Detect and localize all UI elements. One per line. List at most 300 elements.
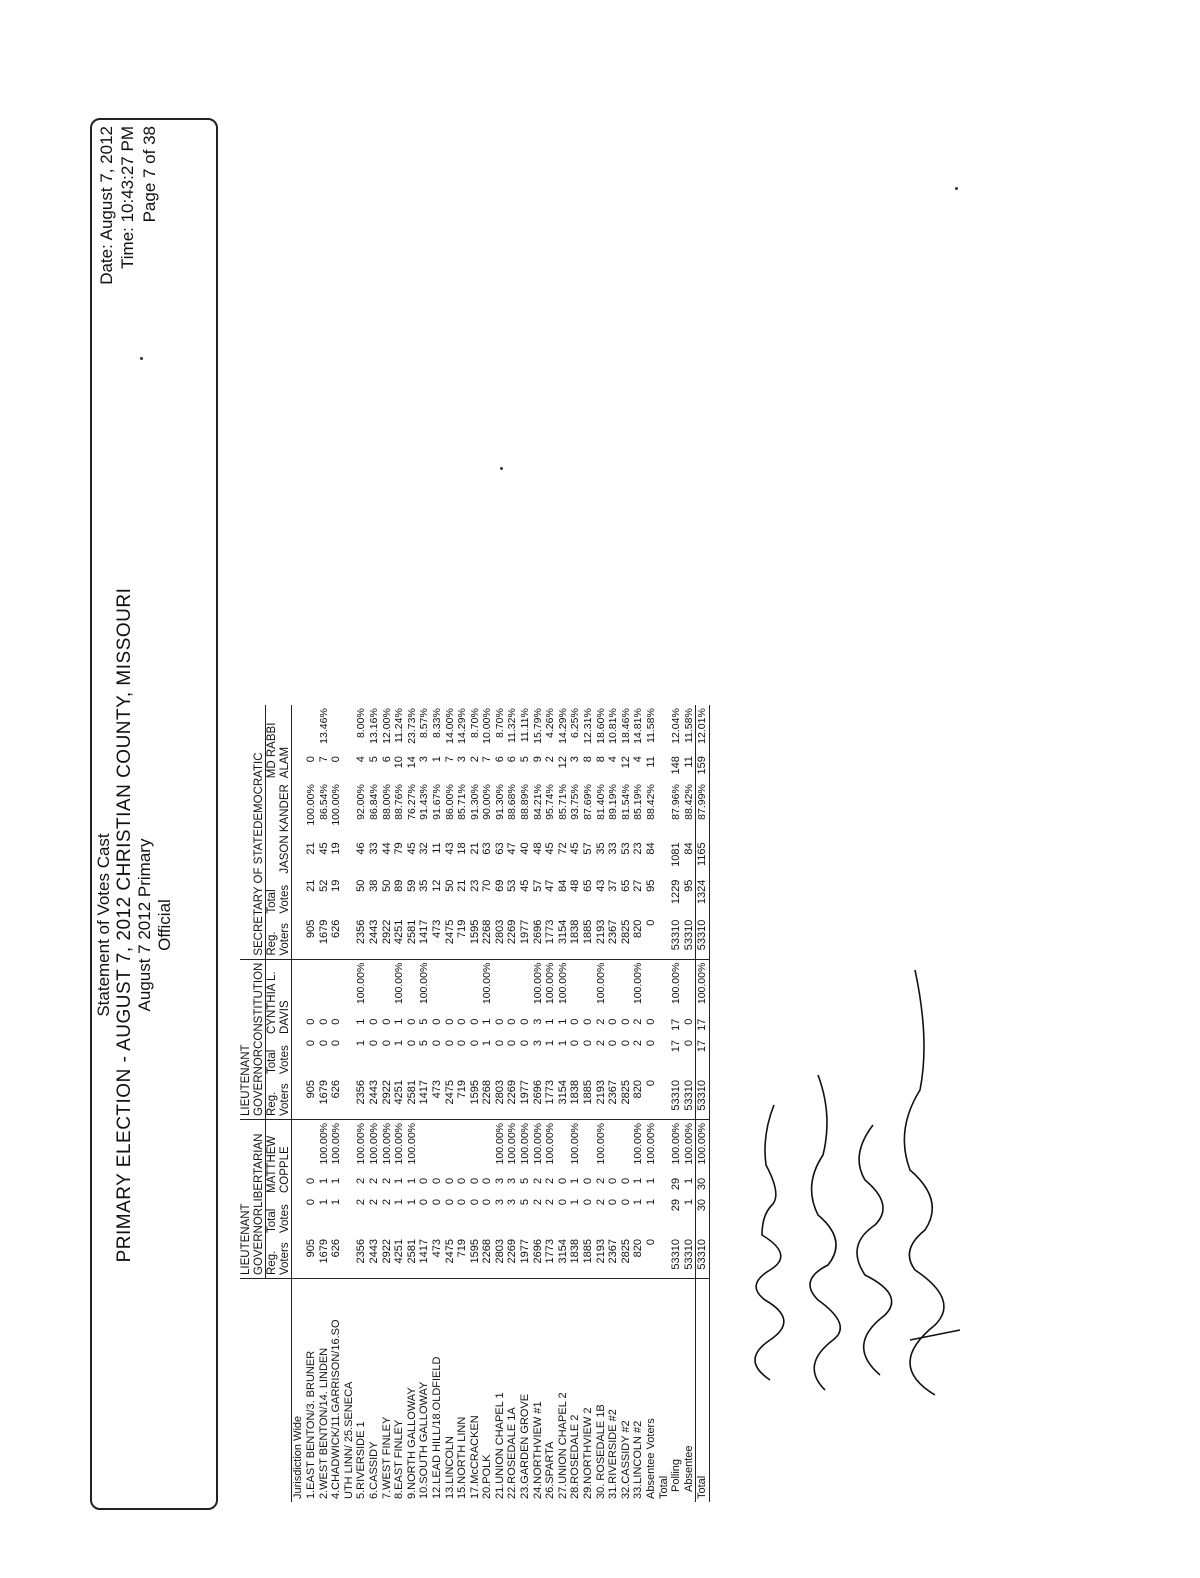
cell-value: 91.30% — [468, 784, 481, 820]
cell-value: 0 — [619, 1040, 632, 1047]
cell-value: 1885 — [582, 1236, 595, 1279]
cell-value: 8.00% — [355, 708, 368, 738]
jurisdiction-name: 8.EAST FINLEY — [393, 1419, 406, 1499]
cell-value: 1 — [569, 1177, 582, 1185]
votes-table — [240, 705, 710, 1502]
cell-value: 12 — [619, 756, 632, 769]
cell-value: 1165 — [696, 839, 710, 876]
cell-value — [519, 959, 532, 1015]
cell-value: 3154 — [557, 1077, 570, 1120]
cell-value: 2 — [367, 1177, 380, 1185]
cell-value: 53 — [506, 879, 519, 892]
table-row — [456, 705, 469, 1502]
cell-value: 2922 — [381, 1236, 394, 1279]
cell-value: 8.33% — [430, 708, 443, 738]
cell-value: 8.57% — [418, 708, 431, 738]
cell-value: 1977 — [519, 1236, 532, 1279]
table-row — [418, 705, 431, 1502]
cell-value: 14 — [405, 756, 418, 769]
cell-value — [418, 1120, 431, 1175]
cell-value: 2803 — [494, 1077, 507, 1120]
cell-value: 1 — [544, 1018, 557, 1025]
cell-value: 100.00% — [632, 1123, 645, 1165]
jurisdiction-name: 17.McCRACKEN — [468, 1415, 481, 1499]
cell-value: 53310 — [683, 1077, 696, 1120]
cell-value: 23 — [468, 879, 481, 892]
cell-value: 2356 — [355, 1236, 368, 1279]
table-row — [696, 705, 710, 1502]
cell-value: 1595 — [469, 1077, 482, 1120]
subheader-reg-voters: Reg. Voters — [266, 1236, 292, 1279]
cell-value: 12.01% — [696, 705, 710, 753]
cell-value: 1 — [405, 1199, 418, 1206]
cell-value — [431, 959, 444, 1015]
cell-value: 1 — [544, 1040, 557, 1047]
cell-value: 100.00% — [632, 962, 645, 1005]
cell-value: 1595 — [469, 1236, 482, 1279]
cell-value: 45 — [317, 842, 330, 855]
cell-value: 0 — [330, 1040, 343, 1047]
cell-value — [469, 1120, 482, 1175]
cell-value: 65 — [619, 879, 632, 892]
cell-value: 2581 — [406, 1236, 419, 1279]
jurisdiction-name: 10.SOUTH GALLOWAY — [418, 1381, 431, 1499]
jurisdiction-name: Total — [696, 1279, 710, 1503]
cell-value: 2 — [544, 1177, 557, 1185]
cell-value: 85.71% — [556, 784, 569, 820]
cell-value: 0 — [619, 1199, 632, 1206]
cell-value: 2825 — [620, 1077, 633, 1120]
cell-value: 30 — [696, 1175, 710, 1196]
cell-value: 473 — [431, 1236, 444, 1279]
cell-value: 0 — [481, 1199, 494, 1206]
cell-value: 5 — [519, 756, 532, 763]
cell-value: 100.00% — [670, 962, 683, 1005]
cell-value: 27 — [632, 879, 645, 892]
cell-value: 1679 — [318, 1236, 331, 1279]
cell-value: 0 — [569, 1018, 582, 1025]
jurisdiction-name: 31.RIVERSIDE #2 — [607, 1409, 620, 1499]
cell-value: 11 — [682, 756, 695, 768]
cell-value: 1 — [330, 1177, 343, 1185]
cell-value: 0 — [430, 1018, 443, 1025]
cell-value: 2922 — [381, 917, 394, 960]
cell-value: 0 — [304, 1199, 317, 1206]
cell-value: 473 — [431, 917, 444, 960]
cell-value: 45 — [544, 842, 557, 855]
cell-value — [506, 959, 519, 1015]
cell-value: 1324 — [696, 877, 710, 917]
cell-value: 48 — [569, 879, 582, 892]
report-time: Time: 10:43:27 PM — [118, 126, 138, 269]
cell-value: 8.70% — [493, 708, 506, 738]
subheader-total-votes: Total Votes — [266, 1204, 291, 1233]
cell-value: 0 — [468, 1199, 481, 1206]
cell-value — [343, 959, 356, 1015]
cell-value: 53 — [619, 842, 632, 855]
cell-value — [343, 1236, 356, 1279]
cell-value: 86.00% — [443, 784, 456, 820]
cell-value: 2475 — [444, 1236, 457, 1279]
cell-value: 1977 — [519, 1077, 532, 1120]
cell-value: 0 — [405, 1018, 418, 1025]
cell-value: 0 — [582, 1018, 595, 1025]
cell-value: 0 — [405, 1040, 418, 1047]
cell-value: 100.00% — [355, 962, 368, 1005]
cell-value: 5 — [519, 1199, 532, 1206]
table-row — [569, 705, 582, 1502]
cell-value: 1773 — [544, 1077, 557, 1120]
cell-value: 0 — [468, 1018, 481, 1025]
cell-value: 35 — [418, 879, 431, 892]
jurisdiction-name: UTH LINN/ 25.SENECA — [342, 1381, 355, 1499]
cell-value: 17 — [670, 1018, 683, 1031]
table-row — [305, 705, 318, 1502]
cell-value: 0 — [645, 1040, 657, 1047]
jurisdiction-name: 2.WEST BENTON/14. LINDEN — [317, 1347, 330, 1499]
cell-value: 5 — [367, 756, 380, 763]
cell-value: 29 — [670, 1199, 683, 1212]
cell-value: 88.42% — [645, 784, 657, 820]
table-row — [532, 705, 545, 1502]
cell-value: 0 — [582, 1040, 595, 1047]
cell-value: 1 — [355, 1018, 368, 1025]
cell-value: 2356 — [355, 917, 368, 960]
cell-value — [343, 917, 356, 960]
cell-value: 2 — [594, 1177, 607, 1185]
cell-value: 1417 — [418, 917, 431, 960]
cell-value: 1 — [556, 1018, 569, 1025]
cell-value: 53310 — [683, 1236, 696, 1279]
cell-value: 21 — [468, 842, 481, 855]
cell-value: 100.00% — [506, 1123, 519, 1165]
cell-value: 95.74% — [544, 784, 557, 820]
jurisdiction-name: 20.POLK — [481, 1454, 494, 1499]
cell-value: 17 — [696, 1037, 710, 1077]
cell-value: 2475 — [444, 917, 457, 960]
cell-value: 45 — [569, 842, 582, 855]
cell-value: 44 — [380, 842, 393, 855]
cell-value — [557, 1120, 570, 1175]
cell-value: 1 — [393, 1177, 406, 1185]
cell-value — [582, 959, 595, 1015]
cell-value: 0 — [506, 1018, 519, 1025]
cell-value: 0 — [380, 1018, 393, 1025]
cell-value: 473 — [431, 1077, 444, 1120]
report-date: Date: August 7, 2012 — [97, 126, 116, 285]
cell-value: 0 — [380, 1040, 393, 1047]
cell-value: 84 — [682, 842, 695, 855]
cell-value: 3154 — [557, 1236, 570, 1279]
cell-value: 72 — [556, 842, 569, 855]
cell-value: 0 — [443, 1040, 456, 1047]
cell-value: 100.00% — [696, 1120, 710, 1175]
cell-value: 100.00% — [594, 962, 607, 1005]
cell-value: 70 — [481, 879, 494, 892]
table-row — [607, 705, 620, 1502]
cell-value: 1 — [317, 1199, 330, 1206]
cell-value: 1885 — [582, 1077, 595, 1120]
cell-value — [368, 959, 381, 1015]
cell-value: 12.00% — [380, 708, 393, 744]
cell-value: 0 — [645, 917, 658, 960]
jurisdiction-name: 5.RIVERSIDE 1 — [355, 1421, 368, 1499]
cell-value — [456, 1120, 469, 1175]
cell-value: 7 — [481, 756, 494, 763]
cell-value: 89 — [393, 879, 406, 892]
cell-value: 2356 — [355, 1077, 368, 1120]
cell-value: 3 — [506, 1199, 519, 1206]
cell-value: 0 — [456, 1018, 469, 1025]
cell-value: 84 — [556, 879, 569, 892]
cell-value: 10.81% — [607, 708, 620, 744]
jurisdiction-name: 12.LEAD HILL/18.OLDFIELD — [430, 1356, 443, 1499]
report-title: Statement of Votes Cast — [94, 833, 113, 1017]
cell-value — [456, 959, 469, 1015]
cell-value: 2269 — [506, 1236, 519, 1279]
cell-value: 100.00% — [531, 1123, 544, 1165]
cell-value: 2443 — [368, 917, 381, 960]
cell-value: 2581 — [406, 1077, 419, 1120]
cell-value — [343, 1037, 356, 1077]
cell-value: 81.54% — [619, 784, 632, 820]
cell-value: 19 — [330, 879, 343, 892]
cell-value: 18.46% — [619, 708, 632, 744]
cell-value: 0 — [607, 1199, 620, 1206]
cell-value: 2269 — [506, 1077, 519, 1120]
cell-value — [620, 1120, 633, 1175]
cell-value: 2475 — [444, 1077, 457, 1120]
group-lg-constitution: LIEUTENANT GOVERNORCONSTITUTION — [240, 959, 266, 1119]
jurisdiction-name: 21.UNION CHAPEL 1 — [493, 1392, 506, 1499]
cell-value: 820 — [632, 1077, 645, 1120]
cell-value: 63 — [493, 842, 506, 855]
cell-value: 0 — [317, 1040, 330, 1047]
jurisdiction-name: 23.GARDEN GROVE — [519, 1393, 532, 1499]
cell-value: 0 — [493, 1040, 506, 1047]
cell-value: 1 — [393, 1199, 406, 1206]
cell-value: 84 — [645, 842, 657, 855]
jurisdiction-name: 22.ROSEDALE 1A — [506, 1407, 519, 1499]
table-row — [632, 705, 645, 1502]
cell-value: 1 — [632, 1177, 645, 1185]
cell-value: 53310 — [670, 917, 683, 960]
section-label: Jurisdiction Wide — [292, 1279, 305, 1503]
cell-value: 0 — [367, 1040, 380, 1047]
cell-value: 87.69% — [582, 784, 595, 820]
cell-value: 3154 — [557, 917, 570, 960]
cell-value: 14.00% — [443, 708, 456, 744]
cell-value: 11 — [430, 842, 443, 854]
cell-value: 88.68% — [506, 784, 519, 820]
table-row — [444, 705, 457, 1502]
cell-value: 1229 — [670, 879, 683, 905]
table-row — [481, 705, 494, 1502]
cell-value: 0 — [418, 1199, 431, 1206]
table-row — [620, 705, 633, 1502]
cell-value: 159 — [696, 753, 710, 781]
cell-value: 2803 — [494, 917, 507, 960]
cell-value: 48 — [531, 842, 544, 855]
jurisdiction-name: 4.CHADWICK/11.GARRISON/16.SO — [330, 1319, 343, 1499]
cell-value: 86.84% — [367, 784, 380, 820]
cell-value: 905 — [305, 1077, 318, 1120]
cell-value: 13.16% — [367, 708, 380, 744]
cell-value: 40 — [519, 842, 532, 855]
cell-value: 2 — [594, 1040, 607, 1047]
cell-value: 93.75% — [569, 784, 582, 820]
cell-value: 2193 — [595, 1077, 608, 1120]
official-label: Official — [154, 899, 174, 951]
cell-value: 10 — [393, 756, 406, 769]
cell-value: 23 — [632, 842, 645, 855]
table-row — [519, 705, 532, 1502]
cell-value: 6 — [506, 756, 519, 763]
cell-value: 0 — [645, 1077, 658, 1120]
cell-value — [343, 1175, 356, 1196]
cell-value: 0 — [519, 1018, 532, 1025]
cell-value: 91.43% — [418, 784, 431, 820]
cell-value: 43 — [594, 879, 607, 892]
jurisdiction-name: Polling — [670, 1458, 683, 1492]
cell-value: 719 — [456, 917, 469, 960]
cell-value: 50 — [380, 879, 393, 892]
table-row — [368, 705, 381, 1502]
cell-value: 8 — [594, 756, 607, 763]
election-name: PRIMARY ELECTION - AUGUST 7, 2012 CHRISTIAN COUNTY, MISSOURI — [113, 587, 135, 1263]
cell-value: 4 — [355, 756, 368, 763]
cell-value: 30 — [696, 1196, 710, 1236]
cell-value: 4251 — [393, 917, 406, 960]
cell-value — [330, 959, 343, 1015]
cell-value: 1595 — [469, 917, 482, 960]
cell-value: 0 — [304, 756, 317, 763]
cell-value — [645, 959, 658, 1015]
cell-value: 87.96% — [670, 784, 683, 820]
cell-value: 12 — [430, 879, 443, 892]
cell-value: 53310 — [670, 1077, 683, 1120]
cell-value: 626 — [330, 1077, 343, 1120]
jurisdiction-name: 1.EAST BENTON/3. BRUNER — [304, 1350, 317, 1499]
cell-value — [607, 959, 620, 1015]
cell-value: 2 — [355, 1177, 368, 1185]
cell-value: 100.00% — [330, 1123, 343, 1165]
cell-value: 100.00% — [418, 962, 431, 1005]
cell-value: 0 — [468, 1040, 481, 1047]
cell-value: 0 — [493, 1018, 506, 1025]
cell-value: 18 — [456, 842, 469, 855]
cell-value: 2 — [632, 1040, 645, 1047]
cell-value: 2922 — [381, 1077, 394, 1120]
jurisdiction-name: 7.WEST FINLEY — [380, 1416, 393, 1499]
cell-value: 2268 — [481, 1236, 494, 1279]
cell-value: 3 — [493, 1177, 506, 1185]
cell-value: 0 — [682, 1040, 695, 1047]
cell-value — [444, 1120, 457, 1175]
cell-value: 84.21% — [531, 784, 544, 820]
cell-value: 820 — [632, 917, 645, 960]
cell-value: 0 — [468, 1177, 481, 1185]
cell-value: 0 — [443, 1199, 456, 1206]
cell-value: 1679 — [318, 1077, 331, 1120]
cell-value: 37 — [607, 879, 620, 892]
cell-value: 5 — [519, 1177, 532, 1185]
cell-value: 2 — [380, 1199, 393, 1206]
cell-value: 95 — [682, 879, 695, 892]
cell-value: 88.42% — [682, 784, 695, 820]
cell-value: 1 — [682, 1199, 695, 1206]
cell-value: 21 — [456, 879, 469, 892]
cell-value: 9 — [531, 756, 544, 763]
cell-value: 95 — [645, 879, 657, 892]
table-row — [318, 705, 331, 1502]
jurisdiction-name: Absentee — [682, 1445, 695, 1492]
cell-value: 100.00% — [696, 959, 710, 1015]
cell-value: 50 — [443, 879, 456, 892]
jurisdiction-name: 32.CASSIDY #2 — [619, 1420, 632, 1499]
cell-value: 0 — [456, 1177, 469, 1185]
cell-value: 11.58% — [645, 708, 657, 744]
subheader-reg-voters: Reg. Voters — [266, 1077, 292, 1120]
cell-value — [444, 959, 457, 1015]
cell-value: 11.11% — [519, 708, 532, 743]
cell-value: 2696 — [532, 1236, 545, 1279]
cell-value — [381, 959, 394, 1015]
cell-value: 3 — [569, 756, 582, 763]
cell-value: 85.19% — [632, 784, 645, 820]
cell-value: 65 — [582, 879, 595, 892]
cell-value: 4251 — [393, 1077, 406, 1120]
subheader-copple: MATTHEW COPPLE — [266, 1135, 291, 1193]
cell-value: 1838 — [569, 1077, 582, 1120]
cell-value: 47 — [544, 879, 557, 892]
name-subheader — [266, 1279, 292, 1503]
cell-value: 905 — [305, 917, 318, 960]
cell-value: 1679 — [318, 917, 331, 960]
cell-value: 53310 — [696, 917, 710, 960]
jurisdiction-name: 29.NORTHVIEW 2 — [582, 1407, 595, 1499]
cell-value: 4251 — [393, 1236, 406, 1279]
cell-value: 626 — [330, 917, 343, 960]
cell-value: 100.00% — [544, 1123, 557, 1165]
cell-value: 88.00% — [380, 784, 393, 820]
cell-value — [343, 1120, 356, 1175]
cell-value: 2443 — [368, 1077, 381, 1120]
cell-value: 1 — [645, 1177, 657, 1185]
cell-value: 11.32% — [506, 708, 519, 744]
cell-value: 1773 — [544, 1236, 557, 1279]
cell-value: 33 — [607, 842, 620, 855]
cell-value: 2825 — [620, 1236, 633, 1279]
cell-value: 2 — [594, 1018, 607, 1025]
cell-value: 19 — [330, 842, 343, 855]
cell-value — [469, 959, 482, 1015]
cell-value: 1 — [556, 1040, 569, 1047]
cell-value: 45 — [519, 879, 532, 892]
cell-value: 1885 — [582, 917, 595, 960]
cell-value: 0 — [304, 1018, 317, 1025]
cell-value: 2367 — [607, 1236, 620, 1279]
cell-value: 8.70% — [468, 708, 481, 738]
table-row — [381, 705, 394, 1502]
table-row — [683, 705, 696, 1502]
cell-value: 35 — [594, 842, 607, 855]
cell-value: 12 — [556, 756, 569, 769]
cell-value — [620, 959, 633, 1015]
cell-value: 905 — [305, 1236, 318, 1279]
cell-value: 0 — [682, 1018, 695, 1025]
cell-value: 2367 — [607, 1077, 620, 1120]
